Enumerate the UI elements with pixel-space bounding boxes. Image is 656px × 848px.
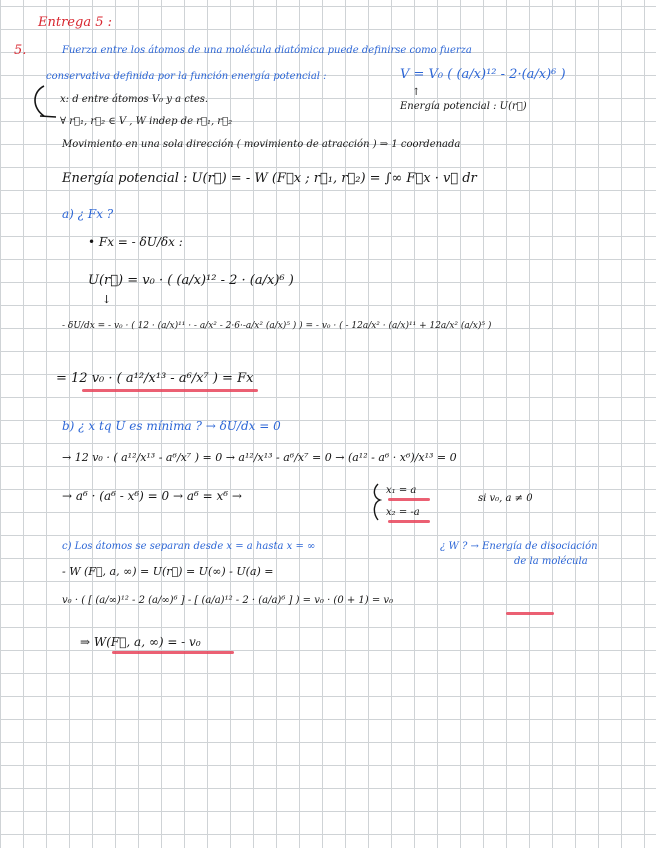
part-a-result: = 12 v₀ · ( a¹²/x¹³ - a⁶/x⁷ ) = Fx	[56, 371, 254, 386]
part-a-down-arrow: ↓	[102, 293, 112, 306]
part-a-derivative: - δU/dx = - v₀ · ( 12 · (a/x)¹¹ · - a/x² - 2·6·-a/x² (a/x)⁵ ) ) = - v₀ · ( - 12a/x² · (a/x)¹¹ + 12a/x² (a/x)⁵ )	[62, 321, 492, 331]
part-c-aside-1: ¿ W ? → Energía de disociación	[440, 541, 598, 552]
part-c-question: c) Los átomos se separan desde x = a hasta x = ∞	[62, 541, 316, 552]
note-constants: x: d entre átomos V₀ y a ctes.	[60, 94, 209, 105]
potential-formula: V = V₀ ( (a/x)¹² - 2·(a/x)⁶ )	[400, 67, 566, 82]
intro-line-1: Movimiento en una sola dirección ( movimiento de atracción ) ⇒ 1 coordenada	[62, 139, 461, 150]
part-b-line-1: → 12 v₀ · ( a¹²/x¹³ - a⁶/x⁷ ) = 0 → a¹²/x¹³ - a⁶/x⁷ = 0 → (a¹² - a⁶ · x⁶)/x¹³ = 0	[62, 451, 457, 464]
part-b-line-2: → a⁶ · (a⁶ - x⁶) = 0 → a⁶ = x⁶ →	[62, 489, 242, 503]
potential-arrow: ↑	[412, 87, 421, 98]
part-b-solution-2: x₂ = -a	[386, 507, 420, 518]
part-c-result-underline	[112, 651, 234, 654]
statement-line-1: Fuerza entre los átomos de una molécula diatómica puede definirse como fuerza	[62, 45, 472, 56]
note-work-independence: ∀ r⃗₁, r⃗₂ ∈ V , W indep de r⃗₁, r⃗₂	[60, 116, 233, 127]
part-a-question: a) ¿ Fx ?	[62, 207, 114, 221]
part-a-potential-expression: U(r⃗) = v₀ · ( (a/x)¹² - 2 · (a/x)⁶ )	[88, 273, 294, 288]
part-c-line-1: - W (F⃗, a, ∞) = U(r⃗) = U(∞) - U(a) =	[62, 565, 274, 578]
potential-label: Energía potencial : U(r⃗)	[400, 101, 527, 112]
part-b-condition: si v₀, a ≠ 0	[478, 493, 533, 504]
part-a-force-definition: • Fx = - δU/δx :	[88, 235, 183, 249]
part-b-question: b) ¿ x tq U es mínima ? → δU/dx = 0	[62, 419, 281, 433]
part-c-line-2: v₀ · ( [ (a/∞)¹² - 2 (a/∞)⁶ ] - [ (a/a)¹² - 2 · (a/a)⁶ ] ) = v₀ · (0 + 1) = v₀	[62, 595, 394, 606]
page-title: Entrega 5 :	[38, 15, 112, 30]
part-c-result: ⇒ W(F⃗, a, ∞) = - v₀	[80, 635, 201, 649]
part-c-v0-underline	[506, 612, 554, 615]
part-b-solution-2-underline	[388, 520, 430, 523]
part-b-solution-1: x₁ = a	[386, 485, 417, 496]
part-c-aside-2: de la molécula	[514, 556, 588, 567]
part-b-solution-1-underline	[388, 498, 430, 501]
problem-number: 5.	[14, 43, 27, 58]
intro-line-2: Energía potencial : U(r⃗) = - W (F⃗x ; r⃗₁, r⃗₂) = ∫∞ F⃗x · v⃗ dr	[62, 171, 477, 186]
part-a-result-underline	[82, 389, 258, 392]
statement-line-2: conservativa definida por la función energía potencial :	[46, 71, 327, 82]
